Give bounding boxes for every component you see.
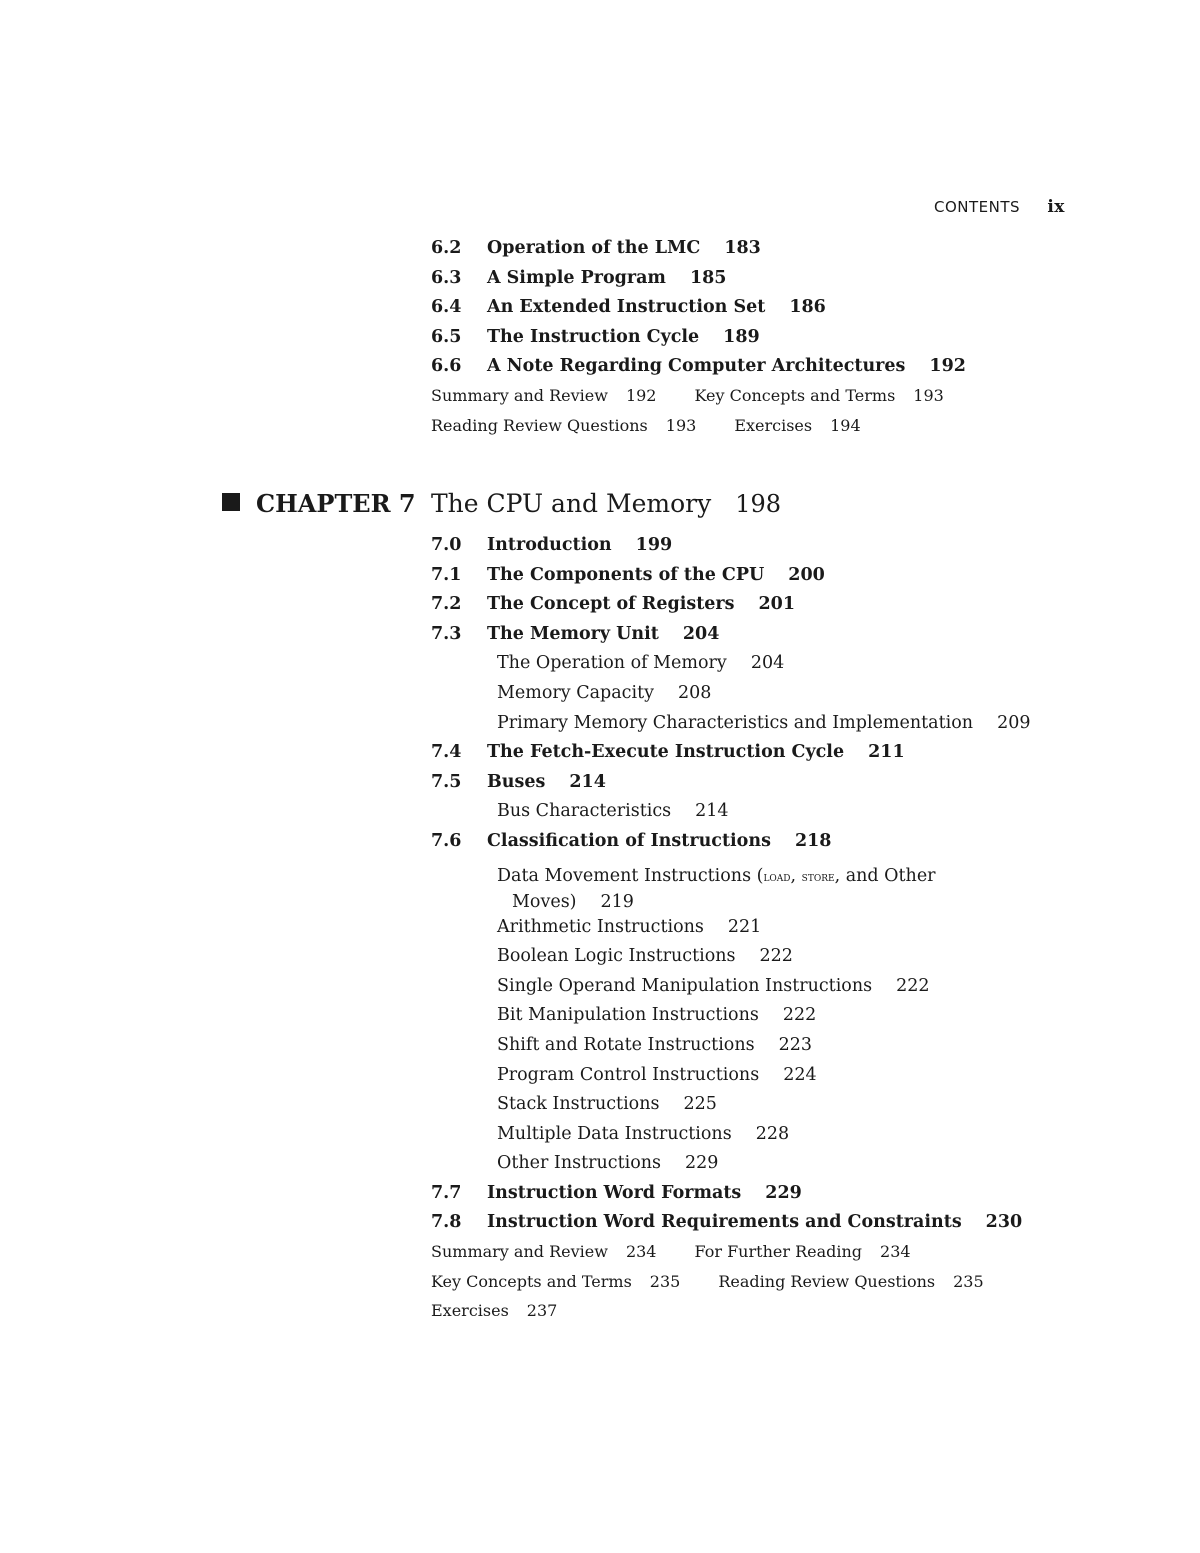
toc-subsection-entry[interactable] bbox=[431, 1005, 1071, 1035]
section-number: 7.0 bbox=[431, 535, 462, 555]
section-number: 6.3 bbox=[431, 267, 462, 288]
toc-section-entry[interactable] bbox=[431, 356, 1071, 386]
toc-section-entry[interactable] bbox=[431, 624, 1071, 654]
subsection-title: Bus Characteristics bbox=[497, 801, 672, 822]
toc-subsection-entry[interactable] bbox=[431, 713, 1071, 743]
endmatter-item[interactable]: Reading Review Questions 235 bbox=[718, 1271, 984, 1291]
toc-subsection-entry[interactable] bbox=[431, 1124, 1071, 1154]
chapter-title: The CPU and Memory bbox=[431, 489, 712, 518]
toc-subsection-entry[interactable] bbox=[431, 1094, 1071, 1124]
subsection-title-continued: Moves) 219 bbox=[512, 891, 634, 912]
subsection-title: Other Instructions bbox=[497, 1153, 661, 1174]
toc-section-entry[interactable] bbox=[431, 535, 1071, 565]
section-title: The Memory Unit bbox=[487, 623, 659, 644]
section-title: Introduction bbox=[487, 535, 612, 555]
subsection-page: 214 bbox=[695, 801, 729, 822]
subsection-page: 229 bbox=[685, 1153, 719, 1174]
subsection-page: 224 bbox=[783, 1064, 817, 1085]
toc-endmatter-row bbox=[431, 416, 1071, 446]
toc-section-entry[interactable] bbox=[431, 268, 1071, 298]
section-number: 6.5 bbox=[431, 326, 462, 347]
subsection-page: 223 bbox=[778, 1034, 812, 1055]
section-title: An Extended Instruction Set bbox=[487, 297, 766, 318]
subsection-title: Data Movement Instructions (load, store, and Other bbox=[497, 865, 936, 886]
section-page: 201 bbox=[758, 594, 796, 615]
subsection-title: Arithmetic Instructions bbox=[497, 916, 704, 937]
chapter-bullet-square-icon bbox=[222, 493, 240, 511]
section-title: Classification of Instructions bbox=[487, 830, 771, 851]
subsection-page: 208 bbox=[678, 682, 712, 703]
section-number: 7.6 bbox=[431, 830, 462, 851]
section-number: 6.4 bbox=[431, 297, 462, 318]
toc-subsection-entry[interactable] bbox=[431, 683, 1071, 713]
toc-section-entry[interactable] bbox=[431, 1212, 1071, 1242]
subsection-page: 222 bbox=[759, 946, 793, 967]
section-number: 7.5 bbox=[431, 771, 462, 792]
section-page: 185 bbox=[689, 267, 727, 288]
toc-section-entry[interactable] bbox=[431, 238, 1071, 268]
subsection-title: Shift and Rotate Instructions bbox=[497, 1034, 755, 1055]
endmatter-item[interactable]: For Further Reading 234 bbox=[694, 1242, 911, 1262]
section-page: 214 bbox=[569, 771, 606, 792]
toc-endmatter-row bbox=[431, 386, 1071, 416]
toc-subsection-entry[interactable] bbox=[431, 976, 1071, 1006]
toc-endmatter-row bbox=[431, 1272, 1071, 1302]
section-page: 183 bbox=[724, 238, 761, 258]
section-page: 204 bbox=[682, 623, 720, 644]
endmatter-item[interactable]: Reading Review Questions 193 bbox=[431, 415, 697, 435]
chapter-6-continued-list bbox=[431, 238, 1071, 445]
section-title: The Concept of Registers bbox=[487, 594, 735, 615]
toc-subsection-entry[interactable] bbox=[431, 946, 1071, 976]
toc-endmatter-row bbox=[431, 1301, 1071, 1331]
section-page: 230 bbox=[985, 1212, 1023, 1233]
section-title: A Simple Program bbox=[487, 267, 666, 288]
section-number: 7.2 bbox=[431, 594, 462, 615]
section-title: Operation of the LMC bbox=[487, 238, 701, 258]
subsection-title: The Operation of Memory bbox=[497, 653, 727, 674]
toc-section-entry[interactable] bbox=[431, 831, 1071, 861]
section-number: 7.8 bbox=[431, 1212, 462, 1233]
subsection-page: 222 bbox=[782, 1005, 817, 1026]
toc-section-entry[interactable] bbox=[431, 594, 1071, 624]
section-number: 6.2 bbox=[431, 238, 462, 258]
endmatter-item[interactable]: Key Concepts and Terms 193 bbox=[694, 385, 944, 405]
section-title: A Note Regarding Computer Architectures bbox=[487, 356, 906, 377]
section-page: 199 bbox=[635, 535, 673, 555]
subsection-title: Bit Manipulation Instructions bbox=[497, 1005, 759, 1026]
section-number: 7.7 bbox=[431, 1182, 462, 1203]
subsection-title: Primary Memory Characteristics and Implementation bbox=[497, 712, 974, 733]
toc-section-entry[interactable] bbox=[431, 772, 1071, 802]
toc-section-entry[interactable] bbox=[431, 297, 1071, 327]
toc-section-entry[interactable] bbox=[431, 1183, 1071, 1213]
section-page: 186 bbox=[789, 297, 826, 318]
chapter-7-section-list bbox=[431, 535, 1071, 1331]
subsection-title: Memory Capacity bbox=[497, 682, 654, 703]
section-title: Buses bbox=[487, 771, 546, 792]
subsection-page: 221 bbox=[727, 916, 762, 937]
section-title: The Fetch-Execute Instruction Cycle bbox=[487, 742, 845, 763]
section-page: 189 bbox=[723, 326, 760, 347]
toc-subsection-entry[interactable] bbox=[431, 653, 1071, 683]
subsection-page: 204 bbox=[750, 653, 785, 674]
section-number: 6.6 bbox=[431, 356, 462, 377]
section-page: 200 bbox=[788, 564, 825, 585]
endmatter-item[interactable]: Key Concepts and Terms 235 bbox=[431, 1271, 681, 1291]
toc-section-entry[interactable] bbox=[431, 742, 1071, 772]
subsection-title: Boolean Logic Instructions bbox=[497, 946, 736, 967]
toc-subsection-entry[interactable] bbox=[431, 1035, 1071, 1065]
subsection-page: 222 bbox=[896, 975, 930, 996]
section-title: Instruction Word Requirements and Constraints bbox=[487, 1212, 962, 1233]
toc-subsection-entry[interactable] bbox=[431, 917, 1071, 947]
section-number: 7.4 bbox=[431, 742, 462, 763]
endmatter-item[interactable]: Summary and Review 234 bbox=[431, 1242, 657, 1262]
section-page: 192 bbox=[929, 356, 966, 377]
subsection-page: 209 bbox=[997, 712, 1031, 733]
chapter-heading[interactable] bbox=[222, 489, 1082, 518]
toc-subsection-entry[interactable] bbox=[431, 861, 1071, 917]
section-page: 218 bbox=[794, 830, 832, 851]
subsection-page: 228 bbox=[755, 1123, 790, 1144]
endmatter-item[interactable]: Exercises 237 bbox=[431, 1301, 558, 1321]
subsection-title: Stack Instructions bbox=[497, 1094, 660, 1115]
toc-subsection-entry[interactable] bbox=[431, 1065, 1071, 1095]
endmatter-item[interactable]: Summary and Review 192 bbox=[431, 385, 657, 405]
chapter-page: 198 bbox=[735, 490, 782, 518]
section-number: 7.3 bbox=[431, 623, 462, 644]
endmatter-item[interactable]: Exercises 194 bbox=[734, 415, 861, 435]
subsection-page: 225 bbox=[683, 1094, 717, 1115]
subsection-title: Program Control Instructions bbox=[497, 1064, 760, 1085]
subsection-title: Single Operand Manipulation Instructions bbox=[497, 975, 873, 996]
subsection-title: Multiple Data Instructions bbox=[497, 1123, 732, 1144]
toc-section-entry[interactable] bbox=[431, 327, 1071, 357]
section-title: The Instruction Cycle bbox=[487, 326, 700, 347]
toc-subsection-entry[interactable] bbox=[431, 801, 1071, 831]
section-page: 229 bbox=[765, 1182, 802, 1203]
section-title: The Components of the CPU bbox=[487, 564, 765, 585]
toc-endmatter-row bbox=[431, 1242, 1071, 1272]
running-head bbox=[934, 197, 1065, 217]
toc-subsection-entry[interactable] bbox=[431, 1153, 1071, 1183]
section-page: 211 bbox=[868, 742, 905, 763]
page-number: ix bbox=[1047, 197, 1065, 217]
running-head-label: CONTENTS bbox=[934, 198, 1021, 216]
toc-section-entry[interactable] bbox=[431, 565, 1071, 595]
section-number: 7.1 bbox=[431, 564, 462, 585]
chapter-label: CHAPTER 7 bbox=[256, 489, 416, 518]
section-title: Instruction Word Formats bbox=[487, 1182, 742, 1203]
